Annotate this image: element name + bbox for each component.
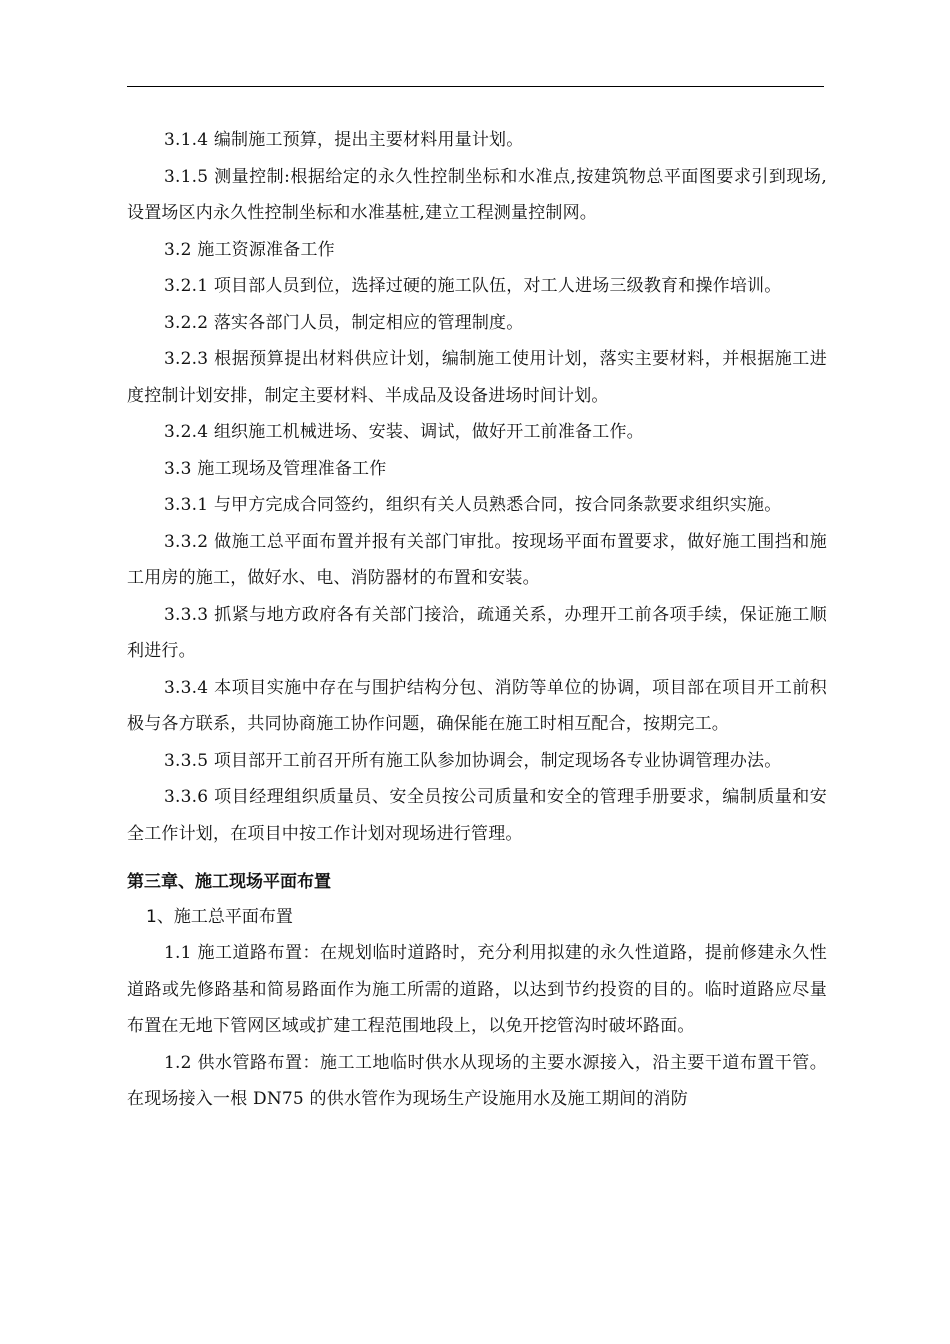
- paragraph-3-2-4: 3.2.4 组织施工机械进场、安装、调试，做好开工前准备工作。: [164, 422, 644, 442]
- heading-3-3: 3.3 施工现场及管理准备工作: [164, 458, 387, 479]
- paragraph-3-3-1: 3.3.1 与甲方完成合同签约，组织有关人员熟悉合同，按合同条款要求组织实施。: [164, 495, 782, 515]
- section-title: 1、施工总平面布置: [146, 907, 293, 927]
- paragraph-3-3-4: 3.3.4 本项目实施中存在与围护结构分包、消防等单位的协调，项目部在项目开工前积极与各方联系，共同协商施工协作问题，确保能在施工时相互配合，按期完工。: [127, 677, 827, 734]
- paragraph-3-2-2: 3.2.2 落实各部门人员，制定相应的管理制度。: [164, 312, 524, 333]
- paragraph-3-2-3: 3.2.3 根据预算提出材料供应计划，编制施工使用计划，落实主要材料，并根据施工进度控制计划安排，制定主要材料、半成品及设备进场时间计划。: [127, 349, 827, 406]
- document-body: [127, 122, 827, 1118]
- chapter-title: 第三章、施工现场平面布置: [127, 872, 331, 892]
- paragraph-1-1: 1.1 施工道路布置：在规划临时道路时，充分利用拟建的永久性道路，提前修建永久性道路或先修路基和简易路面作为施工所需的道路，以达到节约投资的目的。临时道路应尽量布置在无地下管网区域或扩建工程范围地段上，以免开挖管沟时破坏路面。: [127, 943, 827, 1036]
- paragraph-3-3-3: 3.3.3 抓紧与地方政府各有关部门接洽，疏通关系，办理开工前各项手续，保证施工顺利进行。: [127, 604, 827, 661]
- paragraph-3-1-5: 3.1.5 测量控制:根据给定的永久性控制坐标和水准点,按建筑物总平面图要求引到现场,设置场区内永久性控制坐标和水准基桩,建立工程测量控制网。: [127, 166, 827, 223]
- paragraph-3-3-2: 3.3.2 做施工总平面布置并报有关部门审批。按现场平面布置要求，做好施工围挡和施工用房的施工，做好水、电、消防器材的布置和安装。: [127, 531, 827, 588]
- paragraph-3-1-4: 3.1.4 编制施工预算，提出主要材料用量计划。: [164, 130, 524, 150]
- header-rule: [127, 86, 824, 87]
- paragraph-3-3-5: 3.3.5 项目部开工前召开所有施工队参加协调会，制定现场各专业协调管理办法。: [164, 750, 782, 771]
- paragraph-3-3-6: 3.3.6 项目经理组织质量员、安全员按公司质量和安全的管理手册要求，编制质量和安全工作计划，在项目中按工作计划对现场进行管理。: [127, 787, 827, 844]
- paragraph-3-2-1: 3.2.1 项目部人员到位，选择过硬的施工队伍，对工人进场三级教育和操作培训。: [164, 276, 782, 296]
- paragraph-1-2: 1.2 供水管路布置：施工工地临时供水从现场的主要水源接入，沿主要干道布置干管。在现场接入一根 DN75 的供水管作为现场生产设施用水及施工期间的消防: [127, 1052, 827, 1109]
- heading-3-2: 3.2 施工资源准备工作: [164, 239, 335, 260]
